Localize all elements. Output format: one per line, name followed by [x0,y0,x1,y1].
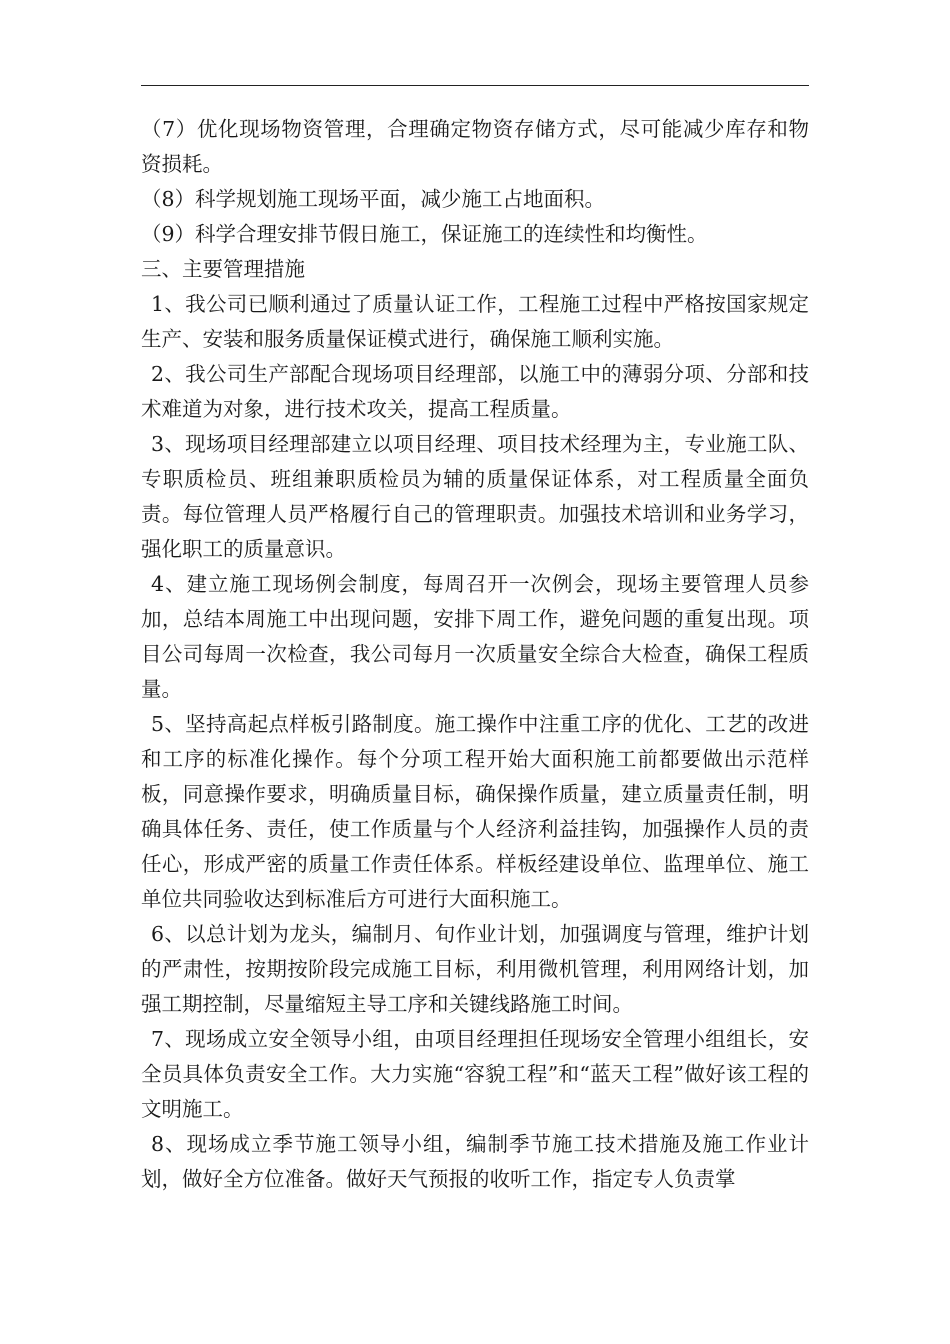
paragraph: 7、现场成立安全领导小组，由项目经理担任现场安全管理小组组长，安全员具体负责安全工作。大力实施“容貌工程”和“蓝天工程”做好该工程的文明施工。 [141,1027,809,1121]
paragraph: 6、以总计划为龙头，编制月、旬作业计划，加强调度与管理，维护计划的严肃性，按期按阶段完成施工目标，利用微机管理，利用网络计划，加强工期控制，尽量缩短主导工序和关键线路施工时间。 [141,922,809,1016]
paragraph: 4、建立施工现场例会制度，每周召开一次例会，现场主要管理人员参加，总结本周施工中出现问题，安排下周工作，避免问题的重复出现。项目公司每周一次检查，我公司每月一次质量安全综合大检查，确保工程质量。 [141,572,809,701]
document-body [141,112,809,1197]
header-rule [141,85,809,86]
paragraph: 5、坚持高起点样板引路制度。施工操作中注重工序的优化、工艺的改进和工序的标准化操作。每个分项工程开始大面积施工前都要做出示范样板，同意操作要求，明确质量目标，确保操作质量，建立质量责任制，明确具体任务、责任，使工作质量与个人经济利益挂钩，加强操作人员的责任心，形成严密的质量工作责任体系。样板经建设单位、监理单位、施工单位共同验收达到标准后方可进行大面积施工。 [141,712,809,911]
paragraph: （8）科学规划施工现场平面，减少施工占地面积。 [141,187,606,211]
paragraph: （9）科学合理安排节假日施工，保证施工的连续性和均衡性。 [141,222,708,246]
paragraph: 1、我公司已顺利通过了质量认证工作，工程施工过程中严格按国家规定生产、安装和服务质量保证模式进行，确保施工顺利实施。 [141,292,809,351]
paragraph: （7）优化现场物资管理，合理确定物资存储方式，尽可能减少库存和物资损耗。 [141,117,809,176]
paragraph: 8、现场成立季节施工领导小组，编制季节施工技术措施及施工作业计划，做好全方位准备。做好天气预报的收听工作，指定专人负责掌 [141,1132,809,1191]
paragraph: 2、我公司生产部配合现场项目经理部，以施工中的薄弱分项、分部和技术难道为对象，进行技术攻关，提高工程质量。 [141,362,809,421]
section-heading: 三、主要管理措施 [141,257,305,281]
paragraph: 3、现场项目经理部建立以项目经理、项目技术经理为主，专业施工队、专职质检员、班组兼职质检员为辅的质量保证体系，对工程质量全面负责。每位管理人员严格履行自己的管理职责。加强技术培训和业务学习，强化职工的质量意识。 [141,432,809,561]
